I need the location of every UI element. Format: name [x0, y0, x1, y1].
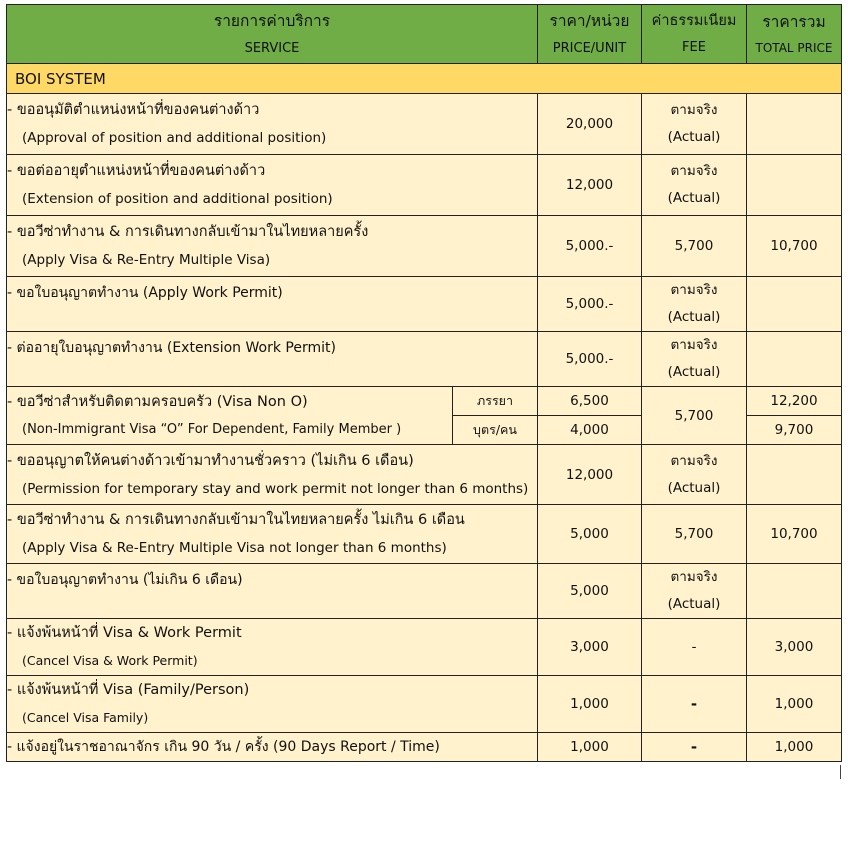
- price-cell: 20,000: [538, 94, 642, 155]
- table-row: [7, 277, 842, 332]
- spouse-label: ภรรยา: [453, 387, 538, 416]
- service-name-th: - ขออนุญาตให้คนต่างด้าวเข้ามาทำงานชั่วคราว (ไม่เกิน 6 เดือน): [7, 452, 414, 469]
- section-title: BOI SYSTEM: [7, 64, 842, 94]
- fee-actual-th: ตามจริง: [670, 282, 718, 298]
- spouse-total: 12,200: [747, 387, 842, 416]
- service-cell: [7, 676, 538, 733]
- price-cell: 5,000.-: [538, 332, 642, 387]
- service-name-en: (Cancel Visa & Work Permit): [22, 653, 198, 668]
- total-cell: [747, 564, 842, 619]
- total-cell: 1,000: [747, 676, 842, 733]
- service-cell: [7, 94, 538, 155]
- service-name-th: - ขอใบอนุญาตทำงาน (Apply Work Permit): [7, 285, 283, 301]
- fee-cell: [642, 564, 747, 619]
- service-name-th: - ขอใบอนุญาตทำงาน (ไม่เกิน 6 เดือน): [7, 572, 243, 588]
- fee-actual-en: (Actual): [667, 309, 721, 325]
- total-cell: 1,000: [747, 733, 842, 762]
- fee-actual-th: ตามจริง: [670, 337, 718, 353]
- fee-cell: [642, 445, 747, 505]
- family-service-name-th: - ขอวีซ่าสำหรับติดตามครอบครัว (Visa Non O): [7, 393, 308, 410]
- price-column-header: [538, 5, 642, 64]
- service-name-en: (Apply Visa & Re-Entry Multiple Visa): [22, 252, 271, 268]
- total-cell: [747, 445, 842, 505]
- service-cell: [7, 733, 538, 762]
- price-cell: 1,000: [538, 733, 642, 762]
- table-row: [7, 155, 842, 216]
- family-service-name-en: (Non-Immigrant Visa “O” For Dependent, Family Member ): [22, 421, 402, 437]
- spouse-price: 6,500: [538, 387, 642, 416]
- service-cell: [7, 619, 538, 676]
- fee-actual-en: (Actual): [667, 129, 721, 145]
- price-cell: 3,000: [538, 619, 642, 676]
- fee-actual-th: ตามจริง: [670, 102, 718, 118]
- fee-cell: -: [642, 733, 747, 762]
- child-total: 9,700: [747, 416, 842, 445]
- fee-actual-en: (Actual): [667, 596, 721, 612]
- table-row: [7, 733, 842, 762]
- service-cell: [7, 277, 538, 332]
- total-cell: 10,700: [747, 216, 842, 277]
- service-name-en: (Cancel Visa Family): [22, 710, 149, 725]
- fee-actual-th: ตามจริง: [670, 163, 718, 179]
- service-name-th: - ขอต่ออายุตำแหน่งหน้าที่ของคนต่างด้าว: [7, 163, 266, 179]
- fee-column-header: [642, 5, 747, 64]
- service-name-th: - ต่ออายุใบอนุญาตทำงาน (Extension Work Permit): [7, 340, 336, 356]
- service-cell: [7, 216, 538, 277]
- table-row: [7, 676, 842, 733]
- table-row: [7, 94, 842, 155]
- service-name-en: (Approval of position and additional position): [22, 130, 327, 146]
- service-cell: [7, 564, 538, 619]
- total-cell: [747, 155, 842, 216]
- price-cell: 5,000.-: [538, 277, 642, 332]
- price-cell: 5,000: [538, 505, 642, 564]
- service-name-en: (Apply Visa & Re-Entry Multiple Visa not longer than 6 months): [22, 540, 447, 556]
- total-cell: 3,000: [747, 619, 842, 676]
- price-cell: 5,000.-: [538, 216, 642, 277]
- price-header-th: ราคา/หน่วย: [549, 12, 630, 31]
- fee-cell: -: [642, 676, 747, 733]
- service-name-th: - ขอวีซ่าทำงาน & การเดินทางกลับเข้ามาในไทยหลายครั้ง: [7, 224, 369, 240]
- price-cell: 5,000: [538, 564, 642, 619]
- service-cell: [7, 155, 538, 216]
- service-price-table: [6, 4, 842, 762]
- total-column-header: [747, 5, 842, 64]
- service-name-en: (Permission for temporary stay and work permit not longer than 6 months): [22, 480, 529, 497]
- fee-actual-th: ตามจริง: [670, 569, 718, 585]
- table-header-row: [7, 5, 842, 64]
- price-cell: 1,000: [538, 676, 642, 733]
- table-row: [7, 445, 842, 505]
- fee-actual-en: (Actual): [667, 479, 721, 496]
- fee-cell: -: [642, 619, 747, 676]
- service-header-en: SERVICE: [244, 41, 300, 57]
- fee-cell: [642, 155, 747, 216]
- divider-mark: [840, 765, 841, 779]
- service-name-th: - แจ้งอยู่ในราชอาณาจักร เกิน 90 วัน / ครั้ง (90 Days Report / Time): [7, 739, 440, 755]
- section-row: [7, 64, 842, 94]
- child-label: บุตร/คน: [453, 416, 538, 445]
- total-cell: [747, 277, 842, 332]
- service-name-th: - แจ้งพ้นหน้าที่ Visa (Family/Person): [7, 682, 250, 698]
- fee-header-en: FEE: [682, 40, 706, 56]
- fee-actual-en: (Actual): [667, 190, 721, 206]
- total-cell: [747, 94, 842, 155]
- table-row: [7, 564, 842, 619]
- total-cell: 10,700: [747, 505, 842, 564]
- service-column-header: [7, 5, 538, 64]
- fee-header-th: ค่าธรรมเนียม: [651, 13, 737, 30]
- service-name-th: - ขออนุมัติตำแหน่งหน้าที่ของคนต่างด้าว: [7, 102, 260, 118]
- service-header-th: รายการค่าบริการ: [213, 12, 331, 31]
- table-row-family-spouse: [7, 387, 842, 416]
- total-header-en: TOTAL PRICE: [755, 41, 833, 56]
- table-row: [7, 619, 842, 676]
- fee-cell: 5,700: [642, 505, 747, 564]
- fee-cell: [642, 332, 747, 387]
- total-header-th: ราคารวม: [762, 13, 826, 32]
- family-service-cell: [7, 387, 453, 445]
- family-fee: 5,700: [642, 387, 747, 445]
- service-cell: [7, 445, 538, 505]
- table-row: [7, 505, 842, 564]
- service-name-en: (Extension of position and additional position): [22, 191, 333, 207]
- table-row: [7, 216, 842, 277]
- fee-cell: [642, 94, 747, 155]
- fee-actual-th: ตามจริง: [670, 452, 718, 469]
- service-cell: [7, 332, 538, 387]
- price-cell: 12,000: [538, 445, 642, 505]
- child-price: 4,000: [538, 416, 642, 445]
- table-row: [7, 332, 842, 387]
- service-name-th: - ขอวีซ่าทำงาน & การเดินทางกลับเข้ามาในไทยหลายครั้ง ไม่เกิน 6 เดือน: [7, 512, 465, 528]
- fee-actual-en: (Actual): [667, 364, 721, 380]
- price-cell: 12,000: [538, 155, 642, 216]
- service-name-th: - แจ้งพ้นหน้าที่ Visa & Work Permit: [7, 625, 242, 641]
- service-cell: [7, 505, 538, 564]
- total-cell: [747, 332, 842, 387]
- fee-cell: 5,700: [642, 216, 747, 277]
- price-header-en: PRICE/UNIT: [552, 41, 627, 57]
- fee-cell: [642, 277, 747, 332]
